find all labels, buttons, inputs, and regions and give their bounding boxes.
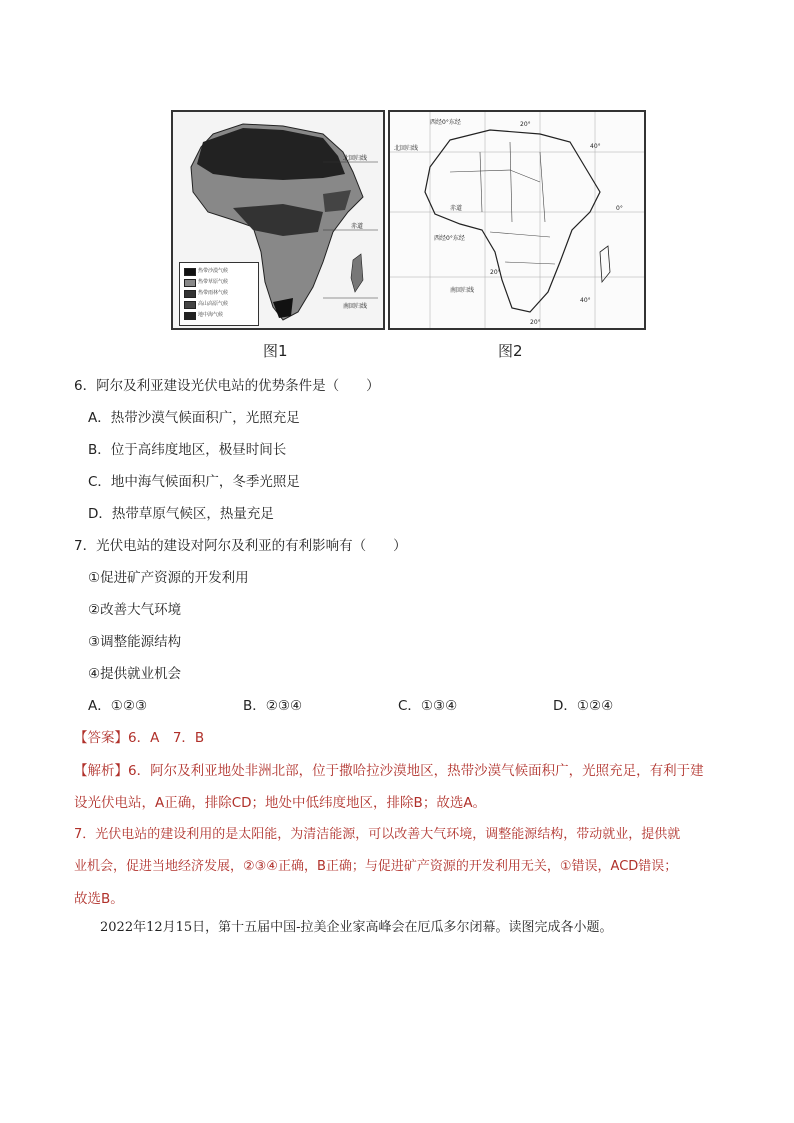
question-6-option-d: D．热带草原气候区，热量充足 [88, 506, 274, 522]
legend-item [184, 311, 254, 319]
africa-outline-map-svg [390, 112, 644, 328]
answer-label: 【答案】 [74, 730, 128, 746]
fig2-label-tropic-south: 南回归线 [450, 287, 475, 294]
fig1-label-tropic-north: 北回归线 [343, 155, 368, 162]
fig1-legend [179, 262, 259, 326]
legend-item [184, 289, 254, 297]
question-6-option-a: A．热带沙漠气候面积广，光照充足 [88, 410, 300, 426]
question-7-statement-2: ②改善大气环境 [88, 602, 182, 618]
legend-label: 高山高原气候 [198, 301, 229, 307]
fig1-label-equator: 赤道 [351, 223, 364, 230]
question-7-statement-3: ③调整能源结构 [88, 634, 182, 650]
question-7-statement-1: ①促进矿产资源的开发利用 [88, 570, 249, 586]
question-7-option-d: D．①②④ [553, 698, 614, 714]
analysis-line-5: 故选B。 [74, 891, 124, 907]
question-7-statement-4: ④提供就业机会 [88, 666, 182, 682]
question-6-option-c: C．地中海气候面积广，冬季光照足 [88, 474, 300, 490]
fig2-label-lon-south: 西经0°东经 [434, 235, 465, 242]
fig2-deg-label: 40° [590, 143, 601, 150]
legend-label: 地中海气候 [198, 312, 224, 318]
question-7-option-a: A．①②③ [88, 698, 148, 714]
figure-1-caption: 图1 [263, 342, 288, 360]
analysis-text-1: 6．阿尔及利亚地处非洲北部，位于撒哈拉沙漠地区，热带沙漠气候面积广，光照充足，有利于建 [128, 763, 704, 779]
fig2-deg-label: 20° [530, 319, 541, 326]
question-7-option-b: B．②③④ [243, 698, 303, 714]
legend-label: 热带草原气候 [198, 279, 229, 285]
analysis-line-3: 7．光伏电站的建设利用的是太阳能，为清洁能源，可以改善大气环境，调整能源结构，带动就业，提供就 [74, 827, 681, 842]
question-6-option-b: B．位于高纬度地区，极昼时间长 [88, 442, 287, 458]
legend-label: 热带沙漠气候 [198, 268, 229, 274]
figure-2-outline-map [388, 110, 646, 330]
question-6-stem: 6．阿尔及利亚建设光伏电站的优势条件是（ ） [74, 378, 380, 394]
legend-label: 热带雨林气候 [198, 290, 229, 296]
figure-1-climate-map [171, 110, 385, 330]
answer-text: 6．A 7．B [128, 730, 205, 746]
legend-item [184, 300, 254, 308]
fig2-deg-label: 0° [616, 205, 623, 212]
legend-item [184, 278, 254, 286]
analysis-line-4: 业机会，促进当地经济发展，②③④正确，B正确；与促进矿产资源的开发利用无关，①错误，ACD错误； [74, 859, 678, 874]
fig2-label-equator: 赤道 [450, 205, 463, 212]
fig2-deg-label: 20° [520, 121, 531, 128]
analysis-label: 【解析】 [74, 763, 128, 779]
figure-2-caption: 图2 [498, 342, 523, 360]
fig2-label-tropic-north: 北回归线 [394, 145, 419, 152]
next-section-intro: 2022年12月15日，第十五届中国-拉美企业家高峰会在厄瓜多尔闭幕。读图完成各小题。 [100, 920, 613, 935]
question-7-option-c: C．①③④ [398, 698, 458, 714]
fig2-label-lon0: 西经0°东经 [430, 119, 461, 126]
fig2-deg-label: 20° [490, 269, 501, 276]
analysis-line-1 [74, 761, 704, 781]
analysis-line-2: 设光伏电站，A正确，排除CD；地处中低纬度地区，排除B；故选A。 [74, 795, 487, 811]
fig1-label-tropic-south: 南回归线 [343, 303, 368, 310]
question-7-stem: 7．光伏电站的建设对阿尔及利亚的有利影响有（ ） [74, 538, 407, 554]
answer-block [74, 728, 204, 748]
fig2-deg-label: 40° [580, 297, 591, 304]
legend-item [184, 267, 254, 275]
